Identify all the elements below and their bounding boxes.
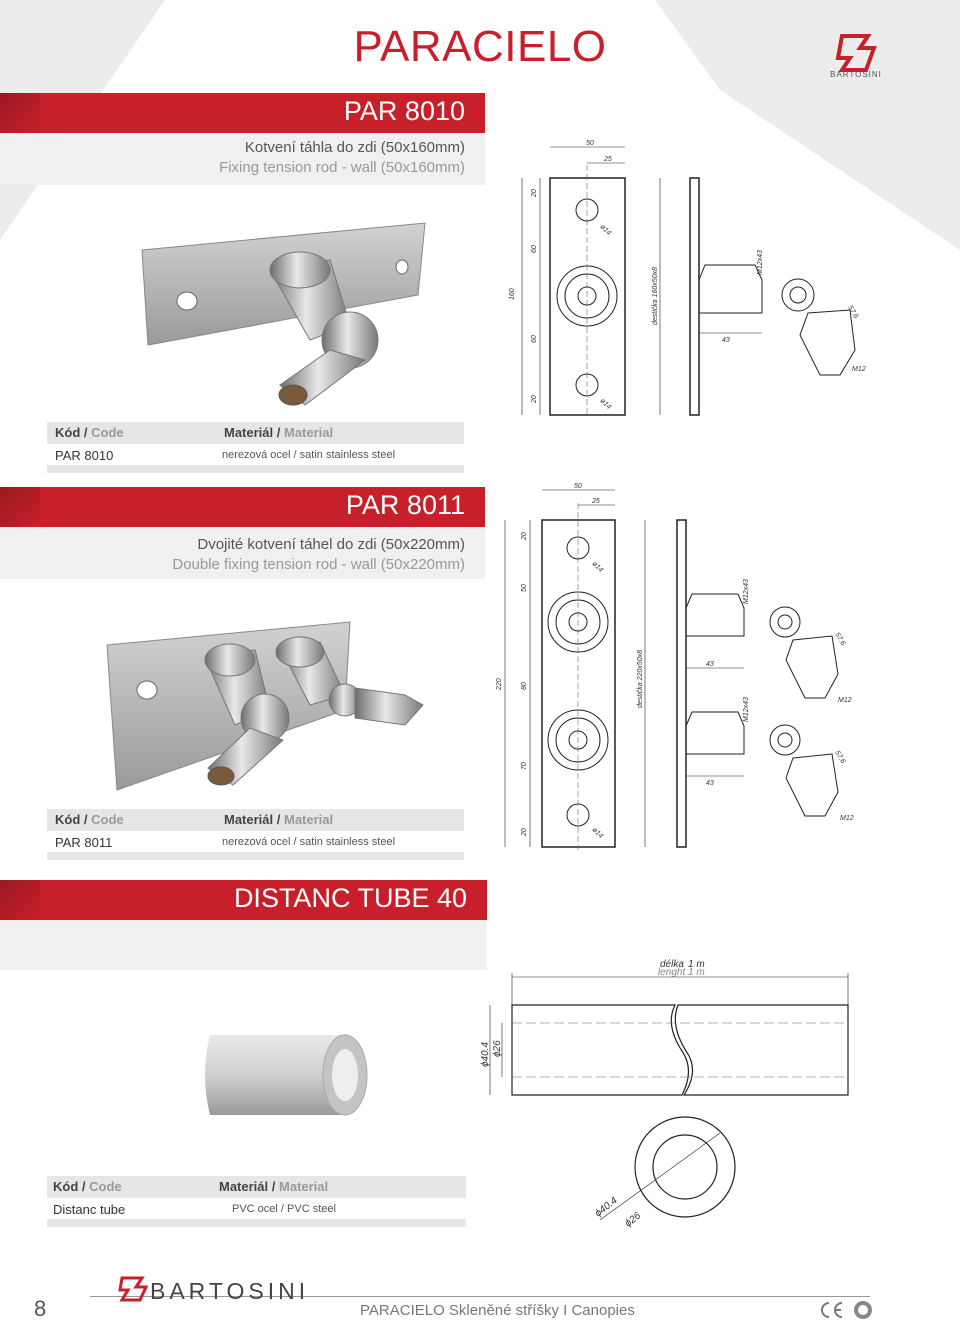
svg-text:M12x43: M12x43 <box>743 697 750 722</box>
product-title: PAR 8011 <box>345 490 465 520</box>
svg-text:M12: M12 <box>852 366 866 373</box>
svg-text:25: 25 <box>592 498 600 505</box>
svg-text:ϕ40.4: ϕ40.4 <box>480 1041 491 1067</box>
product-code: Distanc tube <box>53 1202 126 1217</box>
code-table-header <box>47 1176 466 1198</box>
svg-text:60: 60 <box>531 335 538 343</box>
svg-text:ϕ40.4: ϕ40.4 <box>593 1195 620 1220</box>
product-photo-tube <box>200 1020 375 1130</box>
product-subtitle-box <box>0 527 485 579</box>
code-table-row <box>47 1198 466 1218</box>
svg-text:160: 160 <box>509 288 516 300</box>
svg-text:M12: M12 <box>840 815 854 822</box>
code-table-header <box>47 809 464 831</box>
svg-text:57.6: 57.6 <box>833 749 847 765</box>
svg-text:50: 50 <box>521 584 528 592</box>
ce-mark-icon <box>818 1300 846 1320</box>
svg-text:ϕ26: ϕ26 <box>623 1210 643 1230</box>
table-footer-bar <box>47 852 464 860</box>
table-footer-bar <box>47 465 464 473</box>
svg-text:70: 70 <box>521 762 528 770</box>
product-material: nerezová ocel / satin stainless steel <box>222 836 396 848</box>
svg-text:80: 80 <box>521 682 528 690</box>
svg-text:M12: M12 <box>838 697 852 704</box>
product-material: nerezová ocel / satin stainless steel <box>222 449 396 461</box>
svg-text:20: 20 <box>521 828 528 836</box>
product-header-8010 <box>0 93 485 133</box>
svg-text:M12x43: M12x43 <box>757 250 764 275</box>
svg-text:25: 25 <box>604 156 612 163</box>
svg-text:43: 43 <box>706 780 714 787</box>
material-label: Materiál / Material <box>224 812 334 827</box>
technical-drawing-8010 <box>500 135 890 420</box>
product-subtitle-box <box>0 920 487 970</box>
product-photo-8011 <box>105 600 435 795</box>
product-title: DISTANC TUBE 40 <box>233 883 467 913</box>
code-label: Kód / Code <box>53 1179 122 1194</box>
code-table-row <box>47 831 464 851</box>
svg-text:destička 220x50x8: destička 220x50x8 <box>637 650 644 708</box>
code-label: Kód / Code <box>55 425 124 440</box>
product-code: PAR 8010 <box>55 448 114 463</box>
svg-text:lenght: lenght <box>658 967 686 978</box>
product-subtitle-box <box>0 133 485 185</box>
code-label: Kód / Code <box>55 812 124 827</box>
code-table-header <box>47 422 464 444</box>
svg-text:60: 60 <box>531 245 538 253</box>
svg-text:délka: délka <box>660 959 684 970</box>
page-title: PARACIELO <box>353 22 607 71</box>
svg-text:20: 20 <box>531 189 538 197</box>
technical-drawing-8011 <box>490 478 890 858</box>
product-title: PAR 8010 <box>343 96 465 126</box>
brand-logo-text: BARTOSINI <box>830 70 882 79</box>
technical-drawing-tube <box>470 955 870 1235</box>
product-header-tube <box>0 880 487 920</box>
subtitle-en: Fixing tension rod - wall (50x160mm) <box>219 159 465 176</box>
footer-text: PARACIELO Skleněné stříšky I Canopies <box>360 1302 635 1319</box>
product-photo-8010 <box>140 215 430 415</box>
svg-text:43: 43 <box>706 661 714 668</box>
footer-logo-mark <box>118 1276 148 1302</box>
tuv-mark-icon <box>852 1299 874 1321</box>
material-label: Materiál / Material <box>224 425 334 440</box>
svg-text:57.6: 57.6 <box>833 631 847 647</box>
svg-text:ø14: ø14 <box>598 397 613 411</box>
product-header-8011 <box>0 487 485 527</box>
svg-text:57.6: 57.6 <box>846 304 860 320</box>
svg-text:ø14: ø14 <box>598 223 613 237</box>
svg-text:destička 160x50x8: destička 160x50x8 <box>652 267 659 325</box>
material-label: Materiál / Material <box>219 1179 329 1194</box>
table-footer-bar <box>47 1219 466 1227</box>
svg-text:20: 20 <box>521 532 528 540</box>
svg-text:M12x43: M12x43 <box>743 579 750 604</box>
svg-text:1 m: 1 m <box>688 967 705 978</box>
product-material: PVC ocel / PVC steel <box>232 1203 336 1215</box>
subtitle-en: Double fixing tension rod - wall (50x220mm) <box>172 556 465 573</box>
svg-text:220: 220 <box>496 678 503 690</box>
svg-text:20: 20 <box>531 395 538 403</box>
svg-text:50: 50 <box>574 483 582 490</box>
svg-text:ø14: ø14 <box>590 560 605 574</box>
svg-text:ϕ26: ϕ26 <box>492 1040 503 1057</box>
svg-text:1 m: 1 m <box>688 959 705 970</box>
svg-text:50: 50 <box>586 140 594 147</box>
svg-text:ø14: ø14 <box>590 826 605 840</box>
subtitle-cs: Kotvení táhla do zdi (50x160mm) <box>244 139 465 156</box>
svg-text:43: 43 <box>722 337 730 344</box>
product-code: PAR 8011 <box>55 835 113 850</box>
subtitle-cs: Dvojité kotvení táhel do zdi (50x220mm) <box>197 536 465 553</box>
footer-brand-logo: BARTOSINI <box>150 1278 310 1304</box>
code-table-row <box>47 444 464 464</box>
page-number: 8 <box>34 1296 47 1321</box>
